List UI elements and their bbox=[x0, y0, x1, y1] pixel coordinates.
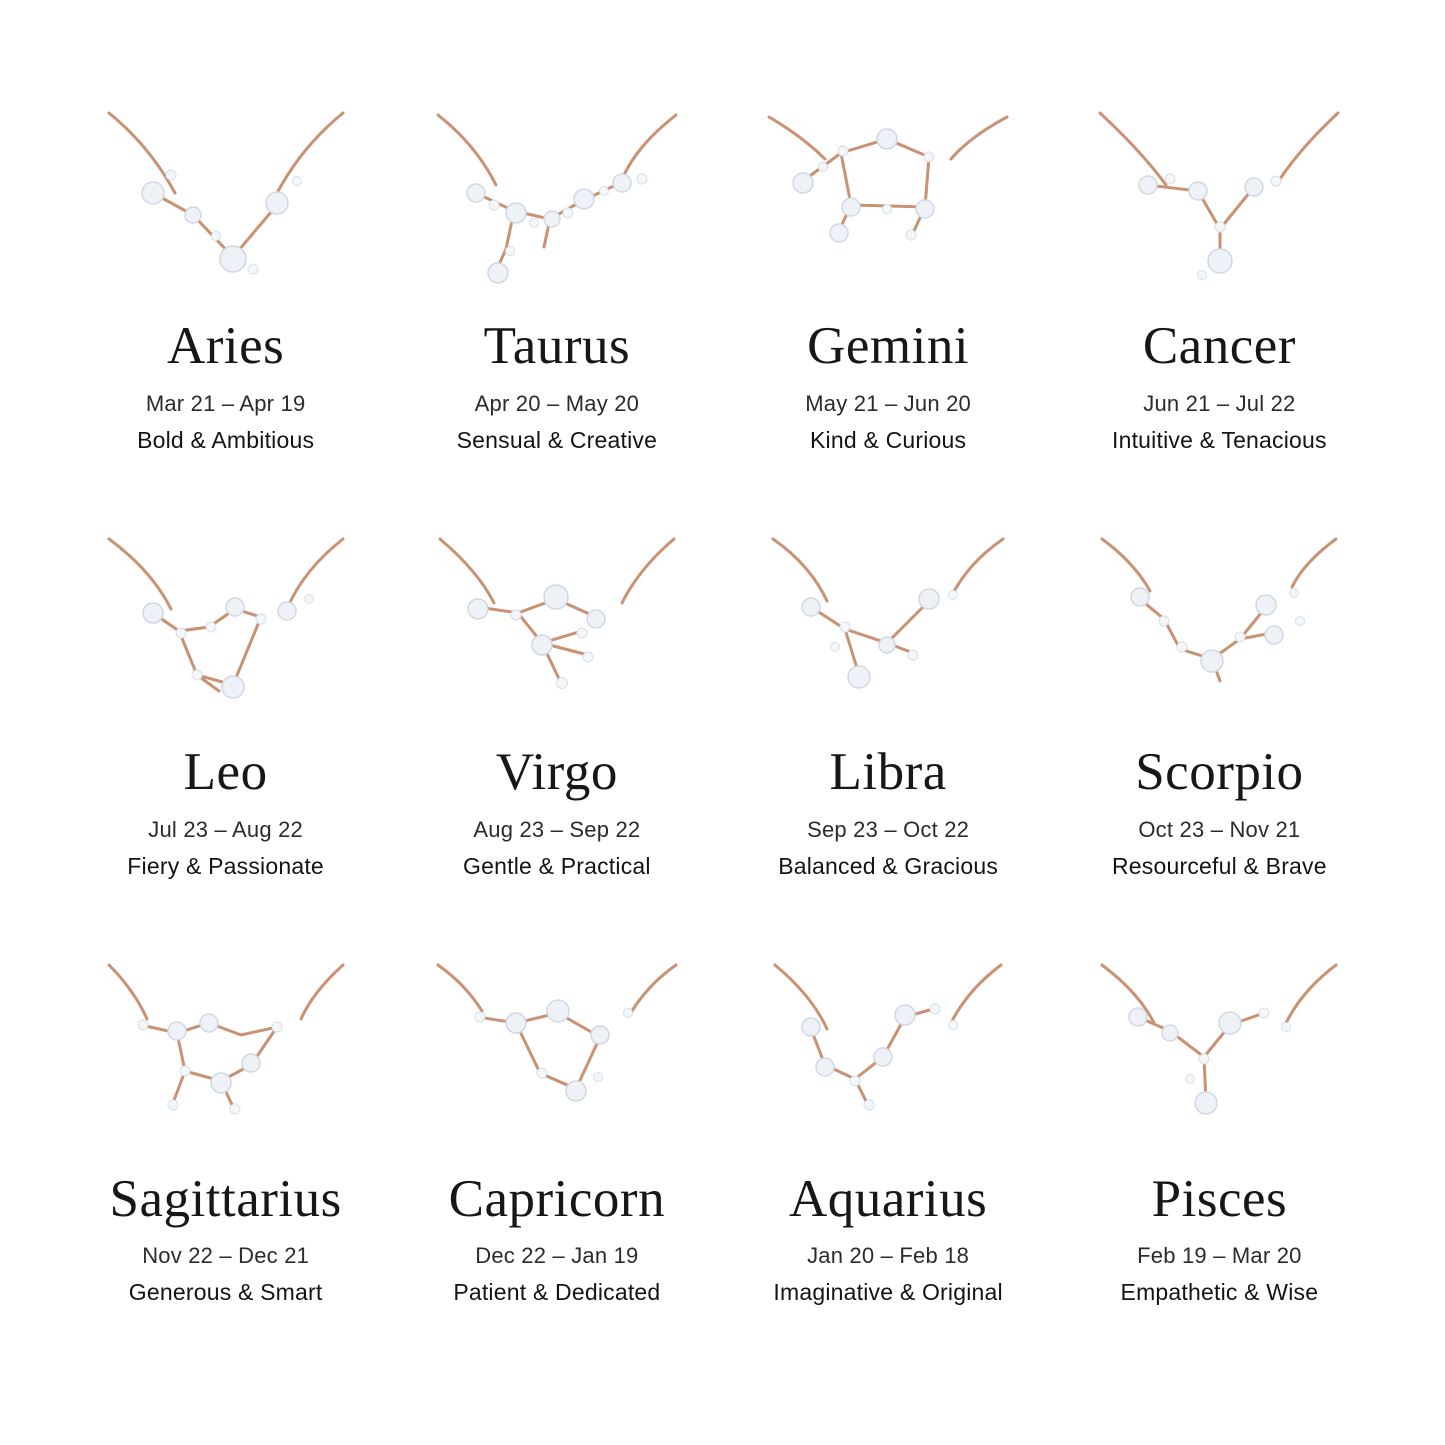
sign-traits: Patient & Dedicated bbox=[453, 1279, 661, 1306]
sign-traits: Balanced & Gracious bbox=[778, 852, 999, 879]
sign-dates: Jan 20 – Feb 18 bbox=[807, 1243, 970, 1269]
zodiac-card-virgo[interactable] bbox=[391, 522, 722, 948]
sign-name: Capricorn bbox=[448, 1169, 666, 1228]
libra-constellation-necklace bbox=[723, 522, 1054, 737]
sign-traits: Resourceful & Brave bbox=[1112, 852, 1327, 879]
aquarius-constellation-necklace bbox=[723, 949, 1054, 1164]
sign-traits: Intuitive & Tenacious bbox=[1112, 426, 1327, 453]
sign-traits: Sensual & Creative bbox=[456, 426, 658, 453]
taurus-constellation-necklace bbox=[391, 96, 722, 311]
sign-dates: Dec 22 – Jan 19 bbox=[475, 1243, 639, 1269]
zodiac-card-aquarius[interactable] bbox=[723, 949, 1054, 1375]
sign-traits: Empathetic & Wise bbox=[1120, 1279, 1319, 1306]
sign-name: Gemini bbox=[807, 317, 970, 375]
zodiac-card-taurus[interactable] bbox=[391, 96, 722, 522]
capricorn-constellation-necklace bbox=[391, 949, 722, 1164]
zodiac-card-aries[interactable] bbox=[60, 96, 391, 522]
scorpio-constellation-necklace bbox=[1054, 522, 1385, 737]
sign-dates: May 21 – Jun 20 bbox=[805, 390, 971, 416]
sign-traits: Imaginative & Original bbox=[773, 1279, 1003, 1306]
pisces-constellation-necklace bbox=[1054, 949, 1385, 1164]
sign-name: Libra bbox=[829, 743, 947, 802]
sign-name: Cancer bbox=[1142, 317, 1296, 375]
sign-name: Virgo bbox=[495, 743, 618, 802]
zodiac-card-cancer[interactable] bbox=[1054, 96, 1385, 522]
zodiac-card-libra[interactable] bbox=[723, 522, 1054, 948]
sagittarius-constellation-necklace bbox=[60, 949, 391, 1164]
sign-dates: Nov 22 – Dec 21 bbox=[142, 1243, 310, 1269]
zodiac-card-scorpio[interactable] bbox=[1054, 522, 1385, 948]
leo-constellation-necklace bbox=[60, 522, 391, 737]
zodiac-card-gemini[interactable] bbox=[723, 96, 1054, 522]
sign-name: Sagittarius bbox=[109, 1169, 342, 1228]
sign-name: Taurus bbox=[483, 317, 631, 375]
sign-traits: Bold & Ambitious bbox=[137, 426, 315, 453]
sign-name: Leo bbox=[183, 743, 268, 802]
sign-dates: Oct 23 – Nov 21 bbox=[1138, 816, 1301, 842]
sign-dates: Apr 20 – May 20 bbox=[474, 390, 640, 416]
sign-dates: Aug 23 – Sep 22 bbox=[473, 816, 641, 842]
zodiac-card-capricorn[interactable] bbox=[391, 949, 722, 1375]
gemini-constellation-necklace bbox=[723, 96, 1054, 311]
zodiac-card-sagittarius[interactable] bbox=[60, 949, 391, 1375]
sign-name: Aquarius bbox=[788, 1169, 988, 1228]
sign-dates: Mar 21 – Apr 19 bbox=[145, 390, 306, 416]
zodiac-card-leo[interactable] bbox=[60, 522, 391, 948]
sign-dates: Feb 19 – Mar 20 bbox=[1137, 1243, 1302, 1269]
sign-name: Scorpio bbox=[1135, 743, 1304, 802]
aries-constellation-necklace bbox=[60, 96, 391, 311]
sign-traits: Fiery & Passionate bbox=[127, 852, 324, 879]
sign-name: Aries bbox=[166, 317, 285, 375]
sign-name: Pisces bbox=[1151, 1169, 1288, 1228]
zodiac-card-pisces[interactable] bbox=[1054, 949, 1385, 1375]
sign-dates: Jun 21 – Jul 22 bbox=[1143, 390, 1296, 416]
virgo-constellation-necklace bbox=[391, 522, 722, 737]
cancer-constellation-necklace bbox=[1054, 96, 1385, 311]
sign-traits: Kind & Curious bbox=[810, 426, 967, 453]
sign-traits: Gentle & Practical bbox=[463, 852, 651, 879]
sign-traits: Generous & Smart bbox=[128, 1279, 323, 1306]
sign-dates: Sep 23 – Oct 22 bbox=[807, 816, 970, 842]
sign-dates: Jul 23 – Aug 22 bbox=[148, 816, 303, 842]
